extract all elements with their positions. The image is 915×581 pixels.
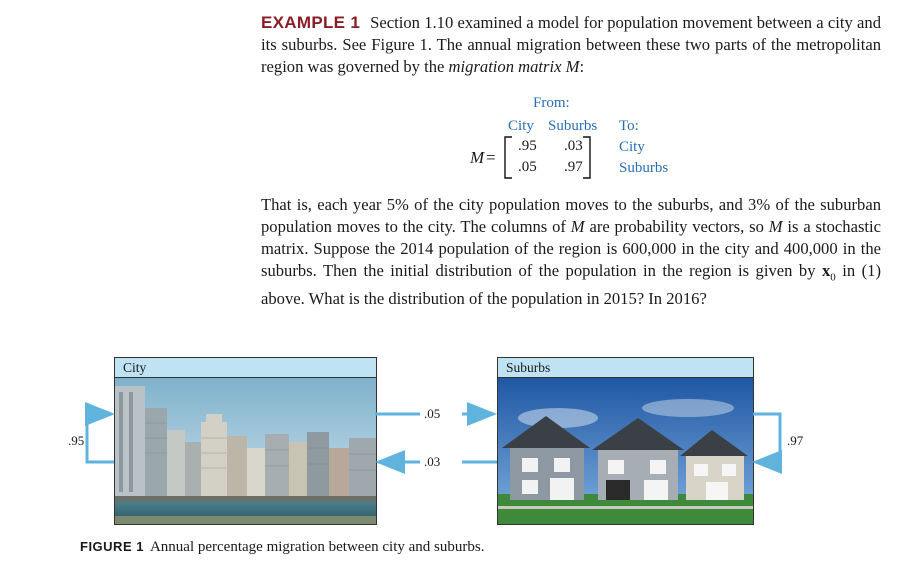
example-text: Section 1.10 examined a model for population movement between a city and its suburbs. See Figure 1. The annual migration between these two parts of the metropolitan region was governed by the (261, 13, 881, 76)
col-suburbs-label: Suburbs (548, 118, 598, 134)
example-label: EXAMPLE 1 (261, 13, 361, 32)
matrix-entry-21: .05 (518, 159, 537, 175)
matrix-brackets (500, 134, 600, 182)
city-stay-rate: .95 (68, 433, 85, 448)
example-term: migration matrix M (448, 57, 580, 76)
example-intro: EXAMPLE 1 Section 1.10 examined a model for population movement between a city and its suburbs. See Figure 1. The annual migration between these two parts of the metropolitan region was governed by the migration matrix M: (261, 13, 881, 76)
matrix-entry-11: .95 (518, 138, 537, 154)
suburbs-stay-rate: .97 (787, 433, 804, 448)
suburbs-loop-arrow (753, 414, 780, 462)
city-photo (114, 357, 377, 525)
vector-x0: $x_0$ (821, 261, 836, 284)
city-to-suburbs-rate: .05 (424, 406, 441, 421)
from-label: From: (533, 95, 570, 111)
row-city-label: City (619, 139, 645, 155)
matrix-equals: = (486, 148, 496, 167)
figure-caption (80, 539, 484, 556)
suburbs-label: Suburbs (498, 358, 753, 378)
matrix-name: M (470, 148, 485, 167)
suburbs-to-city-rate: .03 (424, 454, 441, 469)
explanation-paragraph: That is, each year 5% of the city population moves to the suburbs, and 3% of the suburban population moves to the city. The columns of M are probability vectors, so M is a stochastic matrix. Suppose the 2014 population of the region is 600,000 in the city and 400,000 in the suburbs. Then the initial distribution of the population in the region is given by $x_0$ in (1) above. What is the distribution of the population in 2015? In 2016? (261, 195, 881, 309)
col-city-label: City (508, 118, 534, 134)
figure-caption-text: Annual percentage migration between city and suburbs. (149, 539, 485, 555)
matrix-entry-22: .97 (564, 159, 583, 175)
city-label: City (115, 358, 376, 378)
matrix-entry-12: .03 (564, 138, 583, 154)
suburbs-houses-image (498, 378, 753, 524)
row-suburbs-label: Suburbs (619, 160, 669, 176)
figure-label: FIGURE 1 (80, 539, 144, 554)
to-label: To: (619, 118, 639, 134)
suburbs-photo (497, 357, 754, 525)
city-skyline-image (115, 378, 376, 524)
city-loop-arrow (87, 414, 114, 462)
